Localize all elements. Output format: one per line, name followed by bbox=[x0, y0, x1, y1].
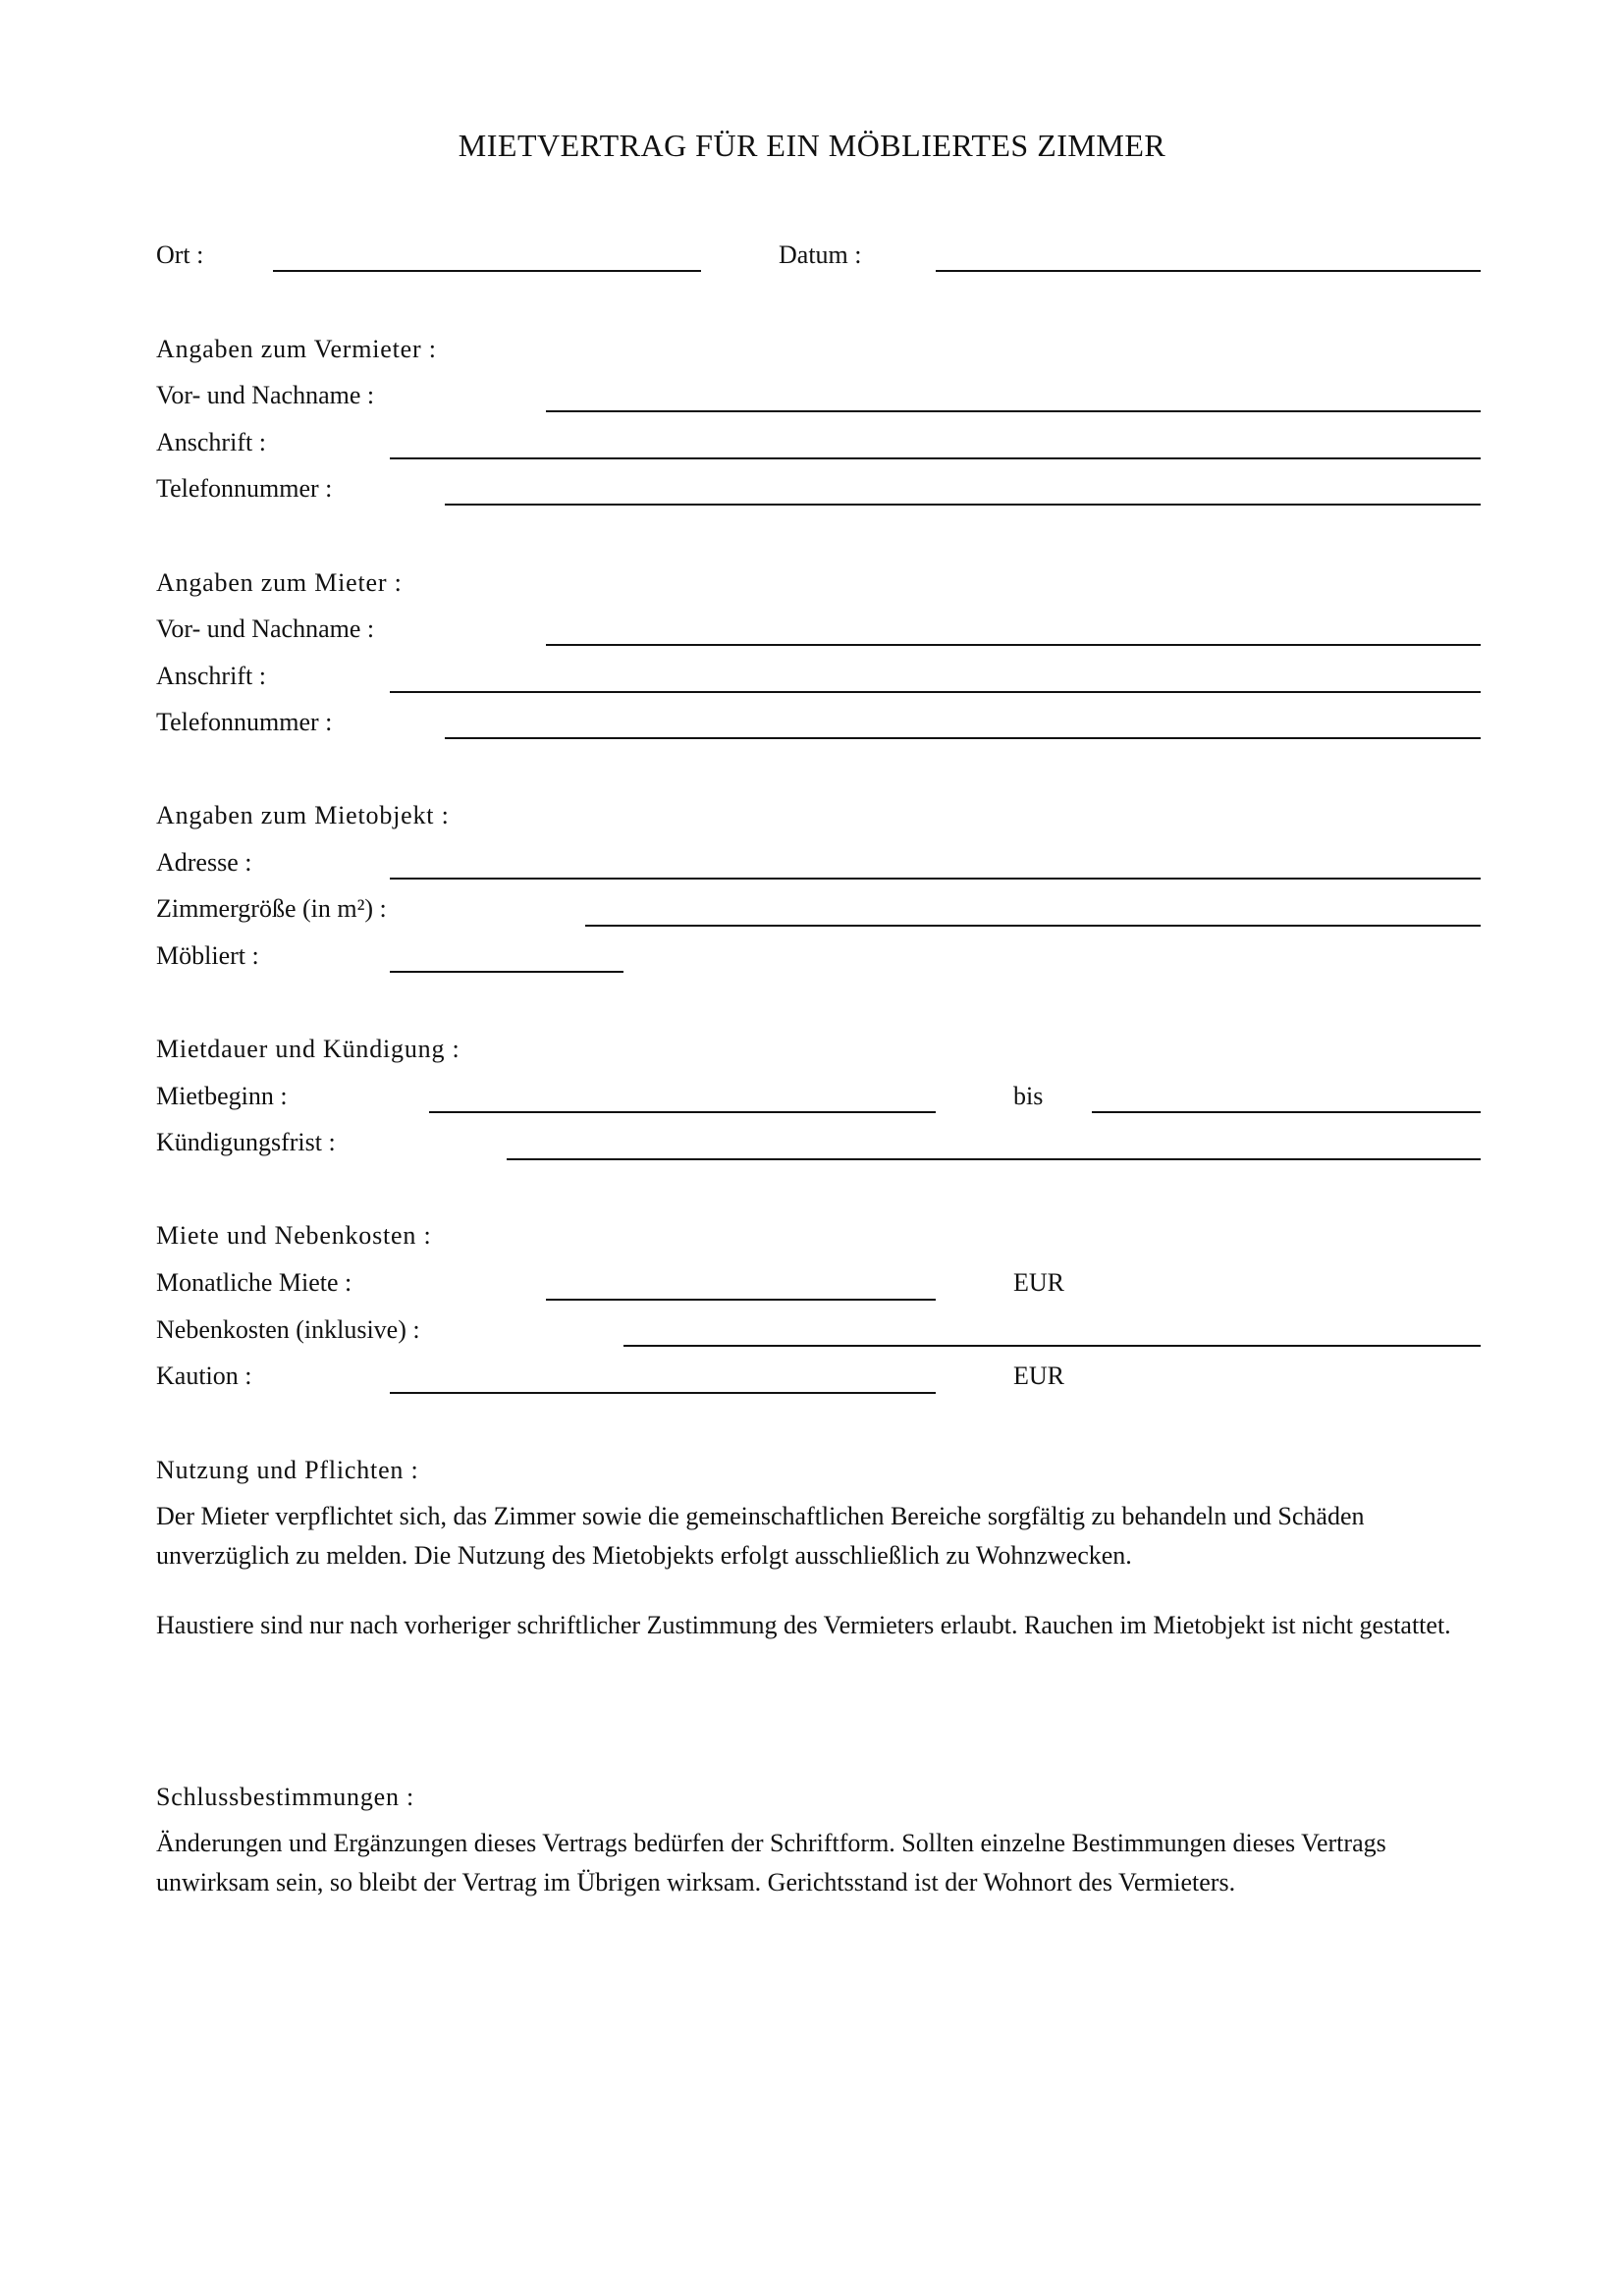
mieter-name-line[interactable] bbox=[546, 644, 1481, 646]
kaution-currency: EUR bbox=[1013, 1362, 1064, 1390]
monatliche-miete-line[interactable] bbox=[546, 1299, 936, 1301]
nebenkosten-label: Nebenkosten (inklusive) : bbox=[156, 1315, 420, 1344]
nutzung-paragraph-2: Haustiere sind nur nach vorheriger schriftlicher Zustimmung des Vermieters erlaubt. Rauchen im Mietobjekt ist nicht gestattet. bbox=[156, 1611, 1451, 1639]
datum-input-line[interactable] bbox=[936, 270, 1481, 272]
bis-label: bis bbox=[1013, 1082, 1044, 1110]
mieter-phone-line[interactable] bbox=[445, 737, 1481, 739]
mietobjekt-address-line[interactable] bbox=[390, 878, 1481, 880]
vermieter-phone-label: Telefonnummer : bbox=[156, 474, 333, 503]
mieter-heading: Angaben zum Mieter : bbox=[156, 568, 403, 597]
mieter-address-label: Anschrift : bbox=[156, 662, 266, 690]
mietobjekt-size-line[interactable] bbox=[585, 925, 1481, 927]
mietbeginn-label: Mietbeginn : bbox=[156, 1082, 288, 1110]
nebenkosten-line[interactable] bbox=[623, 1345, 1481, 1347]
kuendigungsfrist-label: Kündigungsfrist : bbox=[156, 1128, 336, 1156]
mietobjekt-size-label: Zimmergröße (in m²) : bbox=[156, 894, 387, 923]
nutzung-heading: Nutzung und Pflichten : bbox=[156, 1456, 419, 1484]
mieter-address-line[interactable] bbox=[390, 691, 1481, 693]
nutzung-paragraph-1: Der Mieter verpflichtet sich, das Zimmer sowie die gemeinschaftlichen Bereiche sorgfältig zu behandeln und Schäden unverzüglich zu melden. Die Nutzung des Mietobjekts erfolgt ausschließlich zu Wohnzwecken. bbox=[156, 1502, 1365, 1570]
kaution-label: Kaution : bbox=[156, 1362, 252, 1390]
mietobjekt-address-label: Adresse : bbox=[156, 848, 252, 877]
monatliche-miete-label: Monatliche Miete : bbox=[156, 1268, 352, 1297]
mieter-phone-label: Telefonnummer : bbox=[156, 708, 333, 736]
vermieter-address-label: Anschrift : bbox=[156, 428, 266, 456]
bis-line[interactable] bbox=[1092, 1111, 1481, 1113]
kuendigungsfrist-line[interactable] bbox=[507, 1158, 1481, 1160]
vermieter-heading: Angaben zum Vermieter : bbox=[156, 335, 437, 363]
vermieter-name-line[interactable] bbox=[546, 410, 1481, 412]
mietobjekt-furnished-line[interactable] bbox=[390, 971, 623, 973]
mietobjekt-furnished-label: Möbliert : bbox=[156, 941, 259, 970]
schluss-paragraph: Änderungen und Ergänzungen dieses Vertrags bedürfen der Schriftform. Sollten einzelne Bestimmungen dieses Vertrags unwirksam sein, so bleibt der Vertrag im Übrigen wirksam. Gerichtsstand ist der Wohnort des Vermieters. bbox=[156, 1829, 1386, 1896]
mietbeginn-line[interactable] bbox=[429, 1111, 936, 1113]
mietobjekt-heading: Angaben zum Mietobjekt : bbox=[156, 801, 450, 829]
datum-label: Datum : bbox=[779, 240, 862, 269]
mieter-name-label: Vor- und Nachname : bbox=[156, 614, 375, 643]
kaution-line[interactable] bbox=[390, 1392, 936, 1394]
vermieter-phone-line[interactable] bbox=[445, 504, 1481, 506]
vermieter-name-label: Vor- und Nachname : bbox=[156, 381, 375, 409]
miete-heading: Miete und Nebenkosten : bbox=[156, 1221, 432, 1250]
schluss-heading: Schlussbestimmungen : bbox=[156, 1783, 415, 1811]
vermieter-address-line[interactable] bbox=[390, 457, 1481, 459]
mietdauer-heading: Mietdauer und Kündigung : bbox=[156, 1035, 460, 1063]
document-title: MIETVERTRAG FÜR EIN MÖBLIERTES ZIMMER bbox=[458, 128, 1166, 163]
ort-input-line[interactable] bbox=[273, 270, 701, 272]
monatliche-miete-currency: EUR bbox=[1013, 1268, 1064, 1297]
ort-label: Ort : bbox=[156, 240, 204, 269]
